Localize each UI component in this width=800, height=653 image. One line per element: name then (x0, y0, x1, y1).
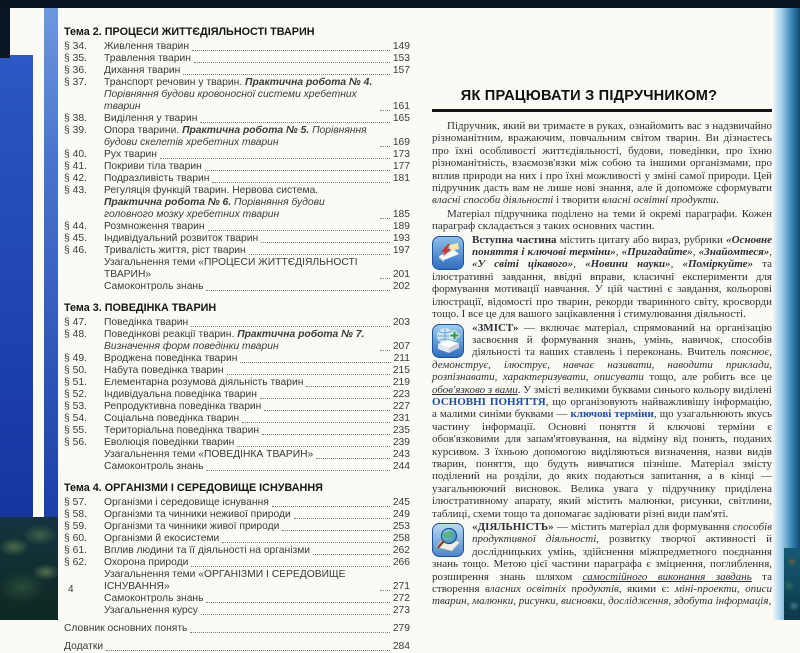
toc-dotted-leader (106, 641, 390, 651)
toc-dotted-leader (380, 329, 390, 351)
toc-entry-title: Регуляція функцій тварин. Нервова система. Практична робота № 6. Порівняння будови головного мозку хребетних тварин (104, 185, 325, 220)
toc-entry (64, 389, 410, 401)
toc-entry-number: § 36. (64, 65, 87, 76)
toc-entry (64, 449, 410, 461)
toc-entry (64, 377, 410, 389)
cover-photo-edge-left (0, 517, 58, 620)
toc-entry-title: Живлення тварин (104, 41, 189, 52)
toc-entry-page: 193 (392, 233, 410, 244)
toc-entry-title: Еволюція поведінки тварин (104, 437, 235, 448)
toc-dotted-leader (190, 623, 389, 633)
toc-entry (64, 65, 410, 77)
cover-photo-edge-right (784, 548, 800, 620)
toc-entry (64, 545, 410, 557)
toc-section-title: Тема 4. ОРГАНІЗМИ І СЕРЕДОВИЩЕ ІСНУВАННЯ (64, 482, 323, 494)
toc-entry-number (64, 449, 104, 461)
toc-entry (64, 149, 410, 161)
toc-entry-page: 239 (392, 437, 410, 448)
toc-entry (64, 329, 410, 353)
toc-entry (64, 461, 410, 473)
toc-entry (64, 41, 410, 53)
toc-entry-title: Дихання тварин (104, 65, 181, 76)
toc-entry-page: 223 (392, 389, 410, 400)
toc-entry-page: 273 (392, 605, 410, 616)
toc-sections (64, 26, 410, 653)
toc-dotted-leader (206, 281, 389, 291)
toc-entry (64, 233, 410, 245)
toc-entry-page: 157 (392, 65, 410, 76)
toc-entry-page: 243 (392, 449, 410, 460)
toc-dotted-leader (200, 113, 389, 123)
toc-entry-page: 231 (392, 413, 410, 424)
toc-entry-number: § 46. (64, 245, 87, 256)
toc-entry-title: Самоконтроль знань (104, 593, 204, 604)
toc-entry-title: Соціальна поведінка тварин (104, 413, 240, 424)
toc-entry-number: § 54. (64, 413, 87, 424)
toc-entry-page: 244 (392, 461, 410, 472)
toc-entry-title: Словник основних понять (64, 623, 188, 634)
page-number: 4 (68, 584, 74, 595)
toc-dotted-leader (313, 545, 390, 555)
how-to-use-article (432, 88, 772, 609)
toc-entry-number: § 55. (64, 425, 87, 436)
toc-entry (64, 281, 410, 293)
toc-dotted-leader (261, 233, 390, 243)
toc-entry (64, 641, 410, 653)
toc-entry-number (64, 281, 104, 293)
toc-dotted-leader (192, 41, 390, 51)
toc-entry-title: Рух тварин (104, 149, 157, 160)
toc-entry-page: 211 (393, 353, 410, 364)
toc-entry-number: § 52. (64, 389, 87, 400)
toc-entry (64, 53, 410, 65)
toc-entry-page: 201 (392, 269, 410, 280)
toc-entry-number: § 34. (64, 41, 87, 52)
article-paragraph: Вступна частина містить цитату або вираз, рубрики «Основне поняття і ключові терміни», «Пригадайте», «Знайомтеся», «У світі цікавого», «Новини науки», «Поміркуйте» та ілюстративні завдання, ввідні вправи, класичні експерименти для формування мотивації навчання. У цій частині є завдання, кольорові ілюстрації, відомості про тварин, рекорди тваринного світу, кросворди тощо. І все це для вашого зацікавлення і стимулювання діяльності. (432, 233, 773, 321)
toc-entry-page: 173 (392, 149, 410, 160)
activity-icon (432, 523, 464, 557)
toc-entry-page: 177 (392, 161, 410, 172)
toc-entry-page: 271 (392, 581, 410, 592)
toc-entry (64, 605, 410, 617)
toc-dotted-leader (201, 605, 390, 615)
toc-entry-title: Тривалість життя, ріст тварин (104, 245, 246, 256)
toc-entry-page: 249 (392, 509, 410, 520)
book-cover-edge-left (0, 55, 33, 517)
toc-entry-number: § 43. (64, 185, 87, 196)
toc-entry-number: § 35. (64, 53, 87, 64)
toc-entry-page: 203 (392, 317, 410, 328)
toc-entry-page: 207 (392, 341, 410, 352)
toc-entry-number: § 45. (64, 233, 87, 244)
toc-entry-number (64, 605, 104, 617)
toc-entry-number: § 53. (64, 401, 87, 412)
toc-entry (64, 509, 410, 521)
toc-entry (64, 425, 410, 437)
toc-entry-page: 153 (392, 53, 410, 64)
toc-entry-page: 219 (392, 377, 410, 388)
toc-entry-page: 266 (392, 557, 410, 568)
toc-entry-number: § 49. (64, 353, 87, 364)
toc-entry-page: 272 (392, 593, 410, 604)
toc-entry-title: Самоконтроль знань (104, 281, 204, 292)
toc-dotted-leader (191, 317, 390, 327)
toc-section-title: Тема 2. ПРОЦЕСИ ЖИТТЄДІЯЛЬНОСТІ ТВАРИН (64, 26, 315, 38)
toc-entry (64, 185, 410, 221)
toc-entry-number: § 48. (64, 329, 87, 340)
toc-dotted-leader (206, 593, 389, 603)
toc-entry-number: § 57. (64, 497, 87, 508)
toc-dotted-leader (212, 173, 389, 183)
toc-entry-page: 227 (392, 401, 410, 412)
toc-entry-title: Додатки (64, 641, 104, 652)
toc-entry-number: § 39. (64, 125, 87, 136)
toc-entry-title: Індивідуальний розвиток тварин (104, 233, 259, 244)
toc-dotted-leader (380, 185, 390, 219)
toc-entry-page: 245 (392, 497, 410, 508)
toc-dotted-leader (222, 533, 390, 543)
toc-entry (64, 113, 410, 125)
toc-entry-page: 189 (392, 221, 410, 232)
toc-entry-number: § 61. (64, 545, 87, 556)
toc-entry (64, 497, 410, 509)
toc-entry-number: § 44. (64, 221, 87, 232)
toc-entry (64, 221, 410, 233)
toc-entry-page: 185 (392, 209, 410, 220)
toc-entry-title: Елементарна розумова діяльність тварин (104, 377, 304, 388)
toc-dotted-leader (260, 389, 390, 399)
toc-dotted-leader (194, 53, 390, 63)
toc-entry-title: Набута поведінка тварин (104, 365, 224, 376)
toc-entry-title: Подразливість тварин (104, 173, 210, 184)
toc-dotted-leader (380, 125, 390, 147)
toc-entry-number: § 60. (64, 533, 87, 544)
toc-entry-page: 262 (392, 545, 410, 556)
toc-entry (64, 173, 410, 185)
toc-entry-title: Організми й екосистеми (104, 533, 220, 544)
toc-entry (64, 125, 410, 149)
toc-entry (64, 437, 410, 449)
article-paragraph: Підручник, який ви тримаєте в руках, ознайомить вас з надзвичайно різноманітним, вражаючим, повчальним світом тварин. Ви дізнаєтесь про їхні особливості життєдіяльності, будови, поведінки, про їхню різноманітність, взаємозв'язки між собою та іншими організмами, про вплив природи на них і про їхні можливості у зміні самої природи. Цей підручник дасть вам не лише нові знання, але й допоможе сформувати власні способи діяльності і творити власні освітні продукти. (432, 120, 772, 207)
toc-entry-title: Узагальнення теми «ПОВЕДІНКА ТВАРИН» (104, 449, 314, 460)
toc-entry-page: 197 (392, 245, 410, 256)
toc-entry-page: 169 (392, 137, 410, 148)
toc-entry-number: § 38. (64, 113, 87, 124)
toc-dotted-leader (306, 377, 389, 387)
toc-entry-title: Вроджена поведінка тварин (104, 353, 238, 364)
toc-dotted-leader (208, 221, 390, 231)
toc-entry-number (64, 461, 104, 473)
toc-dotted-leader (227, 365, 390, 375)
page-edge-stripe-left (44, 8, 58, 517)
toc-dotted-leader (183, 65, 390, 75)
toc-dotted-leader (240, 353, 390, 363)
toc-entry-title: Травлення тварин (104, 53, 191, 64)
toc-dotted-leader (249, 245, 390, 255)
toc-entry-title: Самоконтроль знань (104, 461, 204, 472)
toc-entry-page: 235 (392, 425, 410, 436)
toc-entry-title: Транспорт речовин у тварин. Практична робота № 4. Порівняння будови кровоносної системи хребетних тварин (104, 77, 373, 112)
toc-entry-page: 161 (392, 101, 410, 112)
toc-entry-title: Узагальнення курсу (104, 605, 198, 616)
page-edge-strip-right (773, 8, 800, 620)
toc-entry-number: § 58. (64, 509, 87, 520)
toc-entry-number: § 59. (64, 521, 87, 532)
toc-dotted-leader (380, 77, 390, 111)
toc-entry-page: 165 (392, 113, 410, 124)
toc-entry (64, 401, 410, 413)
toc-entry-title: Покриви тіла тварин (104, 161, 202, 172)
toc-section (64, 482, 410, 617)
toc-entry-title: Організми і середовище існування (104, 497, 269, 508)
toc-entry (64, 413, 410, 425)
toc-entry-number: § 42. (64, 173, 87, 184)
toc-entry (64, 245, 410, 257)
toc-entry-page: 284 (392, 641, 410, 652)
content-icon (432, 324, 464, 358)
toc-entry-number: § 41. (64, 161, 87, 172)
article-heading: ЯК ПРАЦЮВАТИ З ПІДРУЧНИКОМ? (432, 88, 772, 112)
toc-section (64, 26, 410, 293)
article-paragraph: «ДІЯЛЬНІСТЬ» — містить матеріал для формування способів продуктивної діяльності, розвитку творчої активності й дослідницьких умінь, здійснення міжпредметного поєднання знань тощо. Метою цієї частини параграфа є зміцнення, поглиблення, розширення знань шляхом самостійного виконання завдань та створення власних освітніх продуктів, якими є: міні-проекти, описи тварин, малюнки, рисунки, висновки, дослідження, здобута інформація, (432, 521, 773, 608)
toc-dotted-leader (205, 161, 390, 171)
toc-dotted-leader (282, 521, 389, 531)
toc-entry-title: Організми та чинники живої природи (104, 521, 280, 532)
toc-entry (64, 257, 410, 281)
toc-section-title: Тема 3. ПОВЕДІНКА ТВАРИН (64, 302, 217, 314)
right-paragraphs (432, 120, 772, 608)
scan-top-bar (0, 0, 800, 8)
toc-entry-title: Поведінкові реакції тварин. Практична робота № 7. Визначення форм поведінки тварин (104, 329, 365, 352)
toc-dotted-leader (160, 149, 390, 159)
toc-entry-page: 253 (392, 521, 410, 532)
toc-entry (64, 353, 410, 365)
toc-entry-page: 149 (392, 41, 410, 52)
toc-dotted-leader (262, 425, 390, 435)
toc-entry-title: Виділення у тварин (104, 113, 198, 124)
toc-entry-page: 202 (392, 281, 410, 292)
toc-dotted-leader (316, 449, 390, 459)
toc-entry-title: Територіальна поведінка тварин (104, 425, 260, 436)
toc-entry-title: Поведінка тварин (104, 317, 189, 328)
toc-entry-title: Вплив людини та її діяльності на організми (104, 545, 311, 556)
toc-entry (64, 557, 410, 569)
toc-entry-title: Охорона природи (104, 557, 189, 568)
toc-entry (64, 161, 410, 173)
toc-entry-title: Індивідуальна поведінка тварин (104, 389, 257, 400)
scan-left-corner (0, 0, 10, 58)
toc-entry (64, 623, 410, 635)
toc-dotted-leader (206, 461, 389, 471)
toc-entry-page: 215 (392, 365, 410, 376)
article-paragraph: «ЗМІСТ» — включає матеріал, спрямований на організацію засвоєння й формування знань, умінь, навичок, способів діяльності та ваших ставлень і переконань. Вчитель пояснює, демонструє, ілюструє, навчає називати, наводити приклади, розпізнавати, характеризувати, описувати тощо, але робить все це обов'язково з вами. У змісті великими буквами синього кольору виділені ОСНОВНІ ПОНЯТТЯ, що організовують найважливішу інформацію, а малими синіми буквами — ключові терміни, що узагальнюють якусь частину інформації. Основні поняття й ключові терміни є обов'язковими для запам'ятовування, на відміну від понять, поданих курсивом. З їхньою допомогою виділяються визначення, назви видів тварин, поняття, що будуть вивчатися пізніше. Матеріал змісту поділений на розділи, до яких подаються запитання, а в кінці — узагальнюючий висновок. Велика увага у підручнику приділена ілюстративному апарату, який містить малюнки, рисунки, світлини, таблиці, схеми тощо та допомагає задіювати різні види пам'яті. (432, 321, 772, 520)
toc-dotted-leader (242, 413, 390, 423)
intro-book-icon (432, 236, 464, 270)
toc-entry-title: Опора тварини. Практична робота № 5. Порівняння будови скелетів хребетних тварин (104, 125, 367, 148)
toc-entry (64, 365, 410, 377)
toc-entry-page: 279 (392, 623, 410, 634)
toc-entry-title: Репродуктивна поведінка тварин (104, 401, 262, 412)
toc-entry-number (64, 257, 104, 281)
toc-entry-number: § 62. (64, 557, 87, 568)
toc-entry (64, 533, 410, 545)
toc-entry-title: Узагальнення теми «ПРОЦЕСИ ЖИТТЄДІЯЛЬНОСТІ ТВАРИН» (104, 257, 358, 280)
toc-entry-number: § 47. (64, 317, 87, 328)
toc-entry (64, 317, 410, 329)
toc-dotted-leader (191, 557, 389, 567)
toc-dotted-leader (380, 569, 390, 591)
toc-entry-title: Розмноження тварин (104, 221, 205, 232)
toc-section (64, 302, 410, 473)
toc-entry-number: § 56. (64, 437, 87, 448)
toc-entry (64, 593, 410, 605)
toc-entry-title: Організми та чинники неживої природи (104, 509, 291, 520)
toc-entry-number: § 40. (64, 149, 87, 160)
toc-entry-number: § 51. (64, 377, 87, 388)
toc-entry-number: § 50. (64, 365, 87, 376)
toc-entry-number: § 37. (64, 77, 87, 88)
toc-entry (64, 77, 410, 113)
toc-entry (64, 569, 410, 593)
toc-entry (64, 521, 410, 533)
article-paragraph: Матеріал підручника поділено на теми й окремі параграфи. Кожен параграф складається з таких основних частин. (432, 207, 772, 233)
toc-entry-page: 181 (392, 173, 410, 184)
toc-entry-page: 258 (392, 533, 410, 544)
toc-dotted-leader (272, 497, 390, 507)
toc-dotted-leader (237, 437, 390, 447)
toc-dotted-leader (294, 509, 390, 519)
toc-entry-title: Узагальнення теми «ОРГАНІЗМИ І СЕРЕДОВИЩЕ ІСНУВАННЯ» (104, 569, 346, 592)
table-of-contents (64, 26, 410, 653)
toc-dotted-leader (380, 257, 390, 279)
toc-dotted-leader (264, 401, 389, 411)
